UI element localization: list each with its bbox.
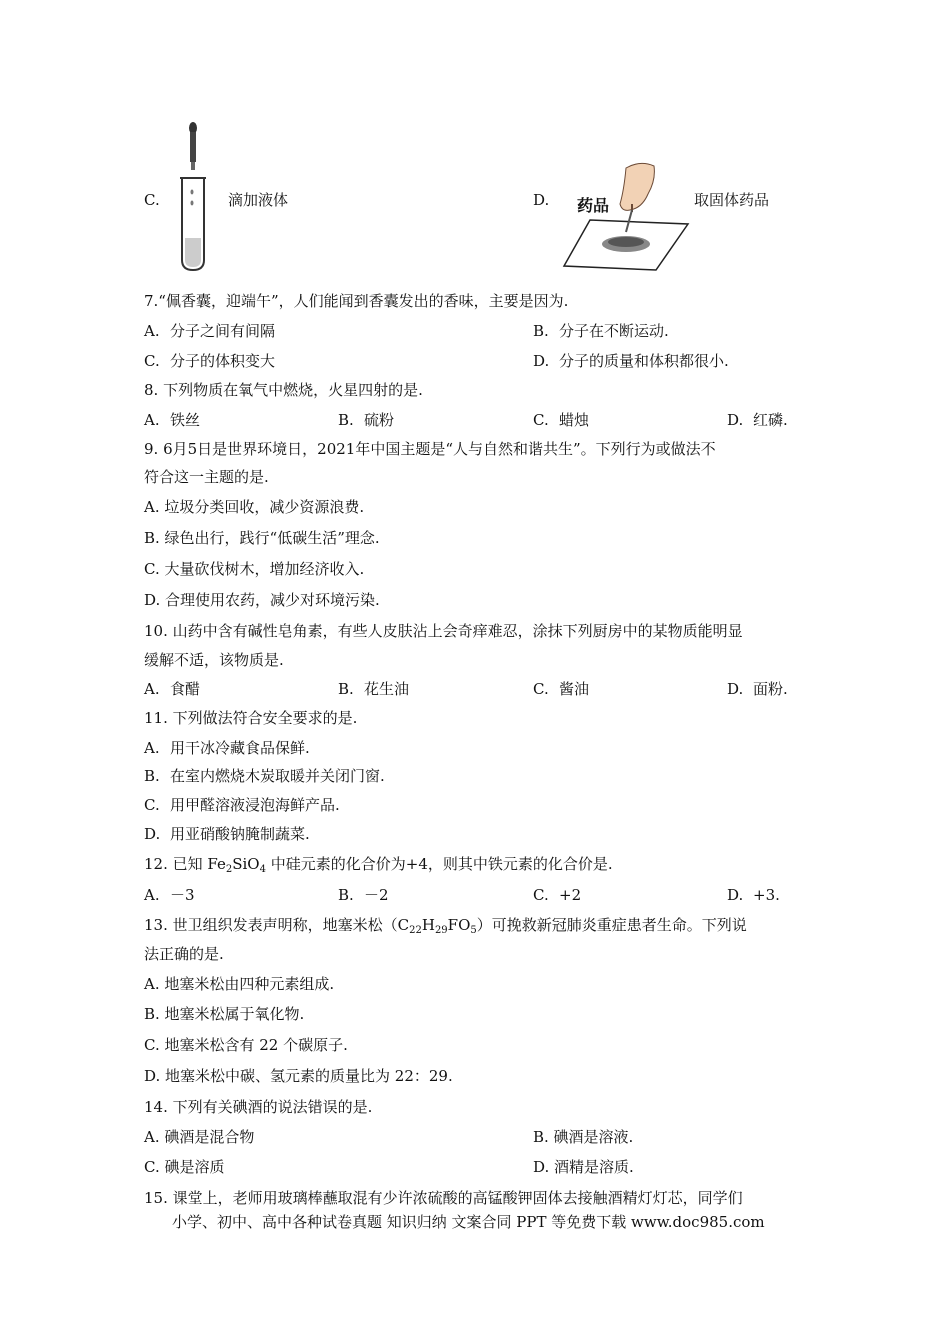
q14-option-c: C. 碘是溶质 <box>144 1158 225 1176</box>
q11-stem: 11. 下列做法符合安全要求的是. <box>144 709 358 727</box>
q10-option-d: D. 面粉. <box>727 680 788 698</box>
option-d-letter: D. <box>533 191 550 209</box>
q8-option-b: B. 硫粉 <box>338 411 395 429</box>
q12-option-b: B. －2 <box>338 886 389 904</box>
take-solid-drug-figure <box>560 160 690 275</box>
q14-option-a: A. 碘酒是混合物 <box>144 1128 255 1146</box>
q9-stem-line1: 9. 6月5日是世界环境日，2021年中国主题是“人与自然和谐共生”。下列行为或做法不 <box>144 440 716 458</box>
q11-option-c: C. 用甲醛溶液浸泡海鲜产品. <box>144 796 340 814</box>
q7-option-c: C. 分子的体积变大 <box>144 352 276 370</box>
q9-stem-line2: 符合这一主题的是. <box>144 468 269 486</box>
q13-option-a: A. 地塞米松由四种元素组成. <box>144 975 335 993</box>
q13-stem-line1: 13. 世卫组织发表声明称，地塞米松$(C_{22}H_{29}FO_5)$可挽救新冠肺炎重症患者生命。下列说 <box>144 916 747 936</box>
q13-option-b: B. 地塞米松属于氧化物. <box>144 1005 305 1023</box>
q9-option-a: A. 垃圾分类回收，减少资源浪费. <box>144 498 365 516</box>
q11-option-b: B. 在室内燃烧木炭取暖并关闭门窗. <box>144 767 385 785</box>
q11-option-a: A. 用干冰冷藏食品保鲜. <box>144 739 310 757</box>
q8-option-d: D. 红磷. <box>727 411 788 429</box>
q10-option-b: B. 花生油 <box>338 680 410 698</box>
q12-option-a: A. －3 <box>144 886 195 904</box>
q13-stem-line2: 法正确的是. <box>144 945 224 963</box>
q7-stem: 7.“佩香囊，迎端午”，人们能闻到香囊发出的香味，主要是因为. <box>144 292 569 310</box>
q9-option-d: D. 合理使用农药，减少对环境污染. <box>144 591 380 609</box>
q10-stem-line2: 缓解不适，该物质是. <box>144 651 284 669</box>
q12-option-d: D. +3. <box>727 886 780 904</box>
q14-option-d: D. 酒精是溶质. <box>533 1158 634 1176</box>
q13-option-c: C. 地塞米松含有 22 个碳原子. <box>144 1036 348 1054</box>
q7-option-a: A. 分子之间有间隔 <box>144 322 276 340</box>
q10-stem-line1: 10. 山药中含有碱性皂角素，有些人皮肤沾上会奇痒难忍，涂抹下列厨房中的某物质能明显 <box>144 622 743 640</box>
q7-option-b: B. 分子在不断运动. <box>533 322 669 340</box>
drug-label: 药品 <box>577 196 610 215</box>
q10-option-a: A. 食醋 <box>144 680 201 698</box>
q12-option-c: C. +2 <box>533 886 582 904</box>
q14-option-b: B. 碘酒是溶液. <box>533 1128 634 1146</box>
q10-option-c: C. 酱油 <box>533 680 590 698</box>
q15-stem: 15. 课堂上，老师用玻璃棒蘸取混有少许浓硫酸的高锰酸钾固体去接触酒精灯灯芯，同学们 <box>144 1189 743 1207</box>
dropper-test-tube-figure <box>176 120 216 276</box>
q7-option-d: D. 分子的质量和体积都很小. <box>533 352 729 370</box>
q8-stem: 8. 下列物质在氧气中燃烧，火星四射的是. <box>144 381 423 399</box>
q9-option-b: B. 绿色出行，践行“低碳生活”理念. <box>144 529 380 547</box>
option-c-letter: C. <box>144 191 160 209</box>
q14-stem: 14. 下列有关碘酒的说法错误的是. <box>144 1098 373 1116</box>
q8-option-c: C. 蜡烛 <box>533 411 590 429</box>
q8-option-a: A. 铁丝 <box>144 411 201 429</box>
page-footer: 小学、初中、高中各种试卷真题 知识归纳 文案合同 PPT 等免费下载 www.doc985.com <box>172 1213 765 1231</box>
q9-option-c: C. 大量砍伐树木，增加经济收入. <box>144 560 365 578</box>
q13-option-d: D. 地塞米松中碳、氢元素的质量比为 22：29. <box>144 1067 453 1085</box>
option-d-label: 取固体药品 <box>694 191 770 209</box>
option-c-label: 滴加液体 <box>228 191 289 209</box>
q12-stem: 12. 已知 $Fe_2SiO_4$ 中硅元素的化合价为+4，则其中铁元素的化合价是. <box>144 855 613 875</box>
q11-option-d: D. 用亚硝酸钠腌制蔬菜. <box>144 825 310 843</box>
